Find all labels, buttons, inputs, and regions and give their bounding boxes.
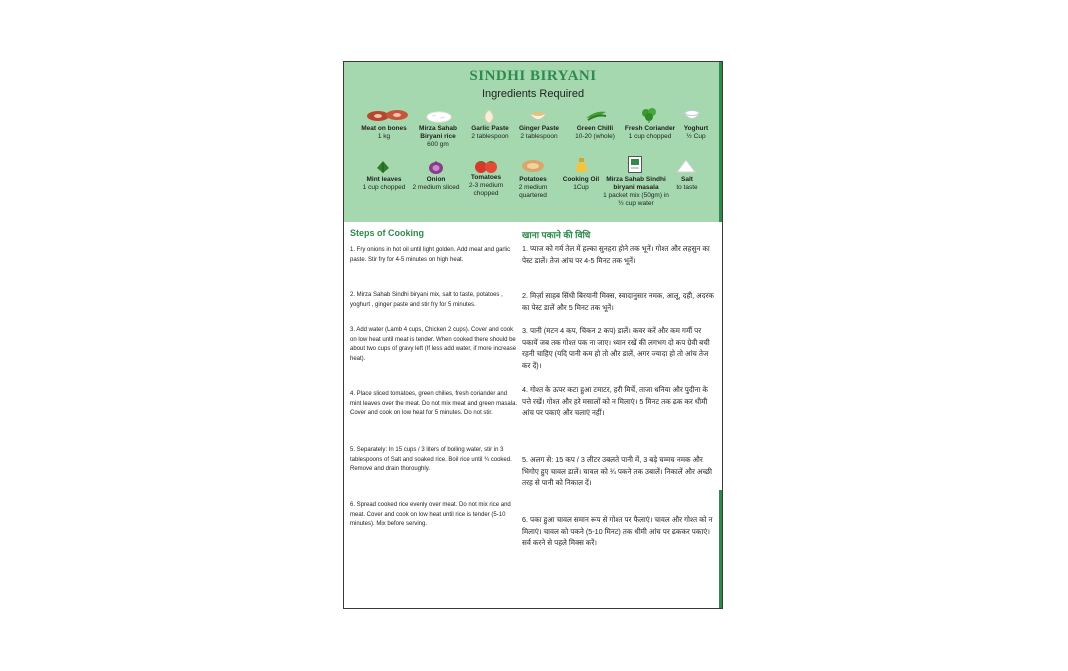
ingredients-panel — [344, 62, 722, 222]
ingredient-rice: Mirza Sahab Biryani rice 600 gm — [419, 125, 457, 148]
right-accent-top — [719, 62, 722, 222]
yoghurt-icon — [683, 108, 701, 122]
rice-icon — [426, 108, 452, 124]
ingredient-mint: Mint leaves 1 cup chopped — [362, 176, 406, 191]
ingredient-meat: Meat on bones 1 kg — [361, 125, 407, 140]
recipe-card — [343, 61, 723, 609]
step-en-2: 2. Mirza Sahab Sindhi biryani mix, salt to taste, potatoes , yoghurt , ginger paste and stir fry for 5 minutes. — [350, 292, 503, 308]
right-accent-bottom — [719, 490, 722, 609]
ingredients-heading: Ingredients Required — [481, 88, 585, 100]
salt-icon — [676, 159, 696, 173]
coriander-icon — [640, 107, 658, 123]
steps-hindi-heading: खाना पकाने की विधि — [522, 230, 591, 240]
ingredient-yoghurt: Yoghurt ½ Cup — [683, 125, 709, 140]
recipe-title: SINDHI BIRYANI — [469, 68, 597, 84]
ingredient-onion: Onion 2 medium sliced — [412, 176, 460, 191]
chilli-icon — [584, 108, 608, 122]
step-hi-5: 5. अलग से: 15 कप / 3 लीटर उबलते पानी में, 3 बड़े चम्मच नमक और भिगोए हुए चावल डालें। चावल को ¾ पकने तक उबालें। निकालें और अच्छी तरह से पानी को निकाल दें। — [522, 455, 712, 487]
ingredient-coriander: Fresh Coriander 1 cup chopped — [624, 125, 676, 140]
masala-packet-icon — [628, 156, 642, 173]
ingredient-oil: Cooking Oil 1Cup — [562, 176, 600, 191]
step-hi-1: 1. प्याज को गर्म तेल में हल्का सुनहरा होने तक भूनें। गोश्त और लहसुन का पेस्ट डालें। तेज आंच पर 4-5 मिनट तक भूनें। — [522, 244, 710, 265]
meat-icon — [366, 108, 410, 122]
step-hi-4: 4. गोश्त के ऊपर कटा हुआ टमाटर, हरी मिर्चे, ताजा धनिया और पुदीना के पत्ते रखें। गोश्त और हरे मसालों को न मिलाएं। 5 मिनट तक ढक कर धीमी आंच पर पकाएं और चलाएं नहीं। — [522, 385, 708, 417]
step-en-5: 5. Separately: In 15 cups / 3 liters of boiling water, stir in 3 tablespoons of Salt and soaked rice. Boil rice until ¾ cooked. Remove and drain thoroughly. — [350, 447, 512, 472]
ingredient-tomatoes: Tomatoes 2-3 medium chopped — [468, 174, 504, 197]
mint-icon — [374, 159, 392, 175]
step-hi-6: 6. पका हुआ चावल समान रूप से गोश्त पर फैलाएं। चावल और गोश्त को न मिलाएं। चावल को पकने (5-10 मिनट) तक धीमी आंच पर ढककर पकाएं। सर्व करने से पहले मिक्स करें। — [522, 515, 713, 547]
step-hi-3: 3. पानी (मटन 4 कप, चिकन 2 कप) डालें। कवर करें और कम गर्मी पर पकायें जब तक गोश्त पक ना जाए। ध्यान रखें की लगभग दो कप ग्रेवी बची रहनी चाहिए (यदि पानी कम हो तो और डालें, अगर ज्यादा हो तो आंच तेज कर दें)। — [522, 326, 710, 370]
ingredient-potatoes: Potatoes 2 medium quartered — [518, 176, 548, 199]
ginger-bowl-icon — [529, 109, 547, 123]
steps-english — [350, 228, 516, 246]
step-en-4: 4. Place sliced tomatoes, green chilies, fresh coriander and mint leaves over the meat. Do not mix meat and green masala. Cover and cook on low heat for 5 minutes. Do not stir. — [350, 391, 518, 416]
potato-icon — [521, 159, 545, 173]
garlic-icon — [481, 108, 497, 124]
step-hi-2: 2. मिर्ज़ा साहब सिंधी बिरयानी मिक्स, स्वादानुसार नमक, आलू, दही, अदरक का पेस्ट डालें और 5 मिनट तक भूनें। — [522, 291, 714, 312]
step-en-6: 6. Spread cooked rice evenly over meat. Do not mix rice and meat. Cover and cook on low heat until rice is tender (5-10 minutes). Mix before serving. — [350, 502, 511, 527]
onion-icon — [427, 159, 445, 175]
ingredient-ginger: Ginger Paste 2 tablespoon — [518, 125, 560, 140]
steps-english-heading: Steps of Cooking — [350, 228, 424, 238]
ingredient-chilli: Green Chilli 10-20 (whole) — [575, 125, 615, 140]
tomato-icon — [474, 159, 498, 173]
step-en-3: 3. Add water (Lamb 4 cups, Chicken 2 cups). Cover and cook on low heat until meat is tender. When cooked there should be about two cups of gravy left (If less add water, if more increase heat). — [350, 327, 517, 362]
step-en-1: 1. Fry onions in hot oil until light golden. Add meat and garlic paste. Stir fry for 4-5 minutes on high heat. — [350, 247, 511, 263]
ingredient-garlic: Garlic Paste 2 tablespoon — [471, 125, 509, 140]
oil-icon — [574, 157, 590, 173]
ingredient-masala: Mirza Sahab Sindhi biryani masala 1 packet mix (50gm) in ½ cup water — [603, 176, 669, 207]
ingredient-salt: Salt to taste — [676, 176, 698, 191]
